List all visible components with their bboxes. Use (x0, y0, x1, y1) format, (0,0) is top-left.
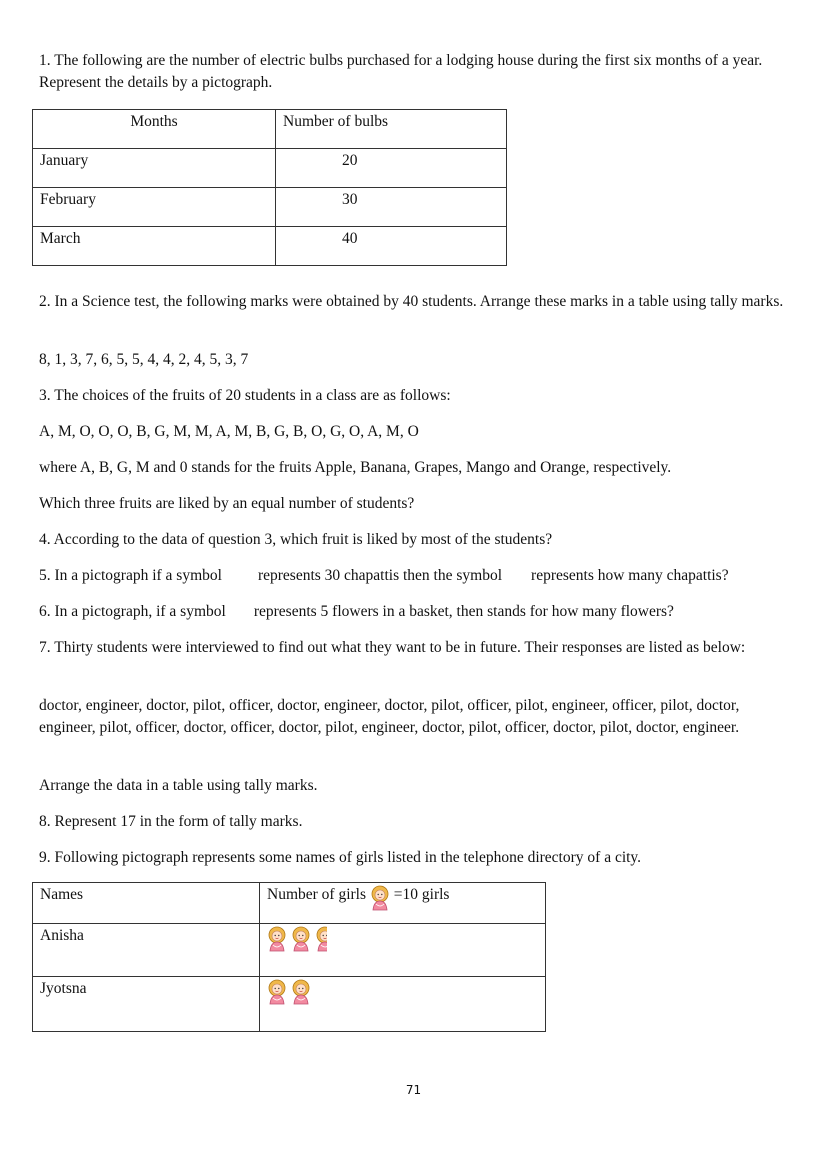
table-row (33, 149, 507, 188)
q5-part1: 5. In a pictograph if a symbol (39, 567, 222, 584)
girl-icon (267, 979, 287, 1005)
month-cell: March (33, 227, 276, 266)
question-2-data: 8, 1, 3, 7, 6, 5, 5, 4, 4, 2, 4, 5, 3, 7 (39, 351, 249, 368)
question-8-text: 8. Represent 17 in the form of tally marks. (39, 813, 303, 830)
month-cell: February (33, 188, 276, 227)
q5-part3: represents how many chapattis? (531, 567, 729, 584)
question-6-text (39, 601, 794, 623)
month-cell: January (33, 149, 276, 188)
q6-part2: represents 5 flowers in a basket, then stands for how many flowers? (253, 603, 674, 620)
girl-icon (267, 926, 287, 952)
question-4-text: 4. According to the data of question 3, which fruit is liked by most of the students? (39, 531, 553, 548)
q5-part2: represents 30 chapattis then the symbol (257, 567, 503, 584)
question-3-text: 3. The choices of the fruits of 20 students in a class are as follows: (39, 387, 451, 404)
question-7-data: doctor, engineer, doctor, pilot, officer, doctor, engineer, doctor, pilot, officer, pilot, engineer, officer, pilot, doctor, engineer, pilot, officer, doctor, officer, doctor, pilot, engineer, doctor, pilot, officer, doctor, pilot, doctor, engineer. (39, 697, 740, 736)
table-row (33, 188, 507, 227)
name-cell: Anisha (33, 924, 260, 977)
table-header-row (33, 883, 546, 924)
question-2-text: 2. In a Science test, the following marks were obtained by 40 students. Arrange these marks in a table using tally marks. (39, 293, 784, 310)
page-number: 71 (405, 1083, 422, 1097)
question-5-text (39, 565, 794, 587)
half-girl-icon (315, 926, 327, 952)
question-7-text: 7. Thirty students were interviewed to find out what they want to be in future. Their responses are listed as below: (39, 639, 746, 656)
question-9-text: 9. Following pictograph represents some names of girls listed in the telephone directory of a city. (39, 849, 642, 866)
girl-icon (370, 885, 390, 911)
question-7-instruction: Arrange the data in a table using tally marks. (39, 777, 318, 794)
question-3-legend: where A, B, G, M and 0 stands for the fruits Apple, Banana, Grapes, Mango and Orange, respectively. (39, 459, 672, 476)
name-cell: Jyotsna (33, 977, 260, 1032)
q6-part1: 6. In a pictograph, if a symbol (39, 603, 226, 620)
bulbs-cell: 20 (276, 149, 507, 188)
table-header-row (33, 110, 507, 149)
bulbs-table (32, 109, 507, 266)
girl-icon (291, 926, 311, 952)
bulbs-cell: 30 (276, 188, 507, 227)
header-number-of-girls (260, 883, 546, 924)
bulbs-cell: 40 (276, 227, 507, 266)
question-1-text: 1. The following are the number of electric bulbs purchased for a lodging house during the first six months of a year. Represent the details by a pictograph. (39, 52, 763, 91)
table-row (33, 227, 507, 266)
header-names: Names (33, 883, 260, 924)
girl-icon (291, 979, 311, 1005)
header-count-suffix: =10 girls (393, 886, 450, 903)
header-bulbs: Number of bulbs (276, 110, 507, 149)
question-3-question: Which three fruits are liked by an equal number of students? (39, 495, 415, 512)
table-row (33, 924, 546, 977)
symbols-cell (260, 924, 546, 977)
question-3-data: A, M, O, O, O, B, G, M, M, A, M, B, G, B, O, G, O, A, M, O (39, 423, 419, 440)
girls-pictograph-table (32, 882, 546, 1032)
header-months: Months (33, 110, 276, 149)
header-count-prefix: Number of girls (267, 886, 367, 903)
symbols-cell (260, 977, 546, 1032)
table-row (33, 977, 546, 1032)
